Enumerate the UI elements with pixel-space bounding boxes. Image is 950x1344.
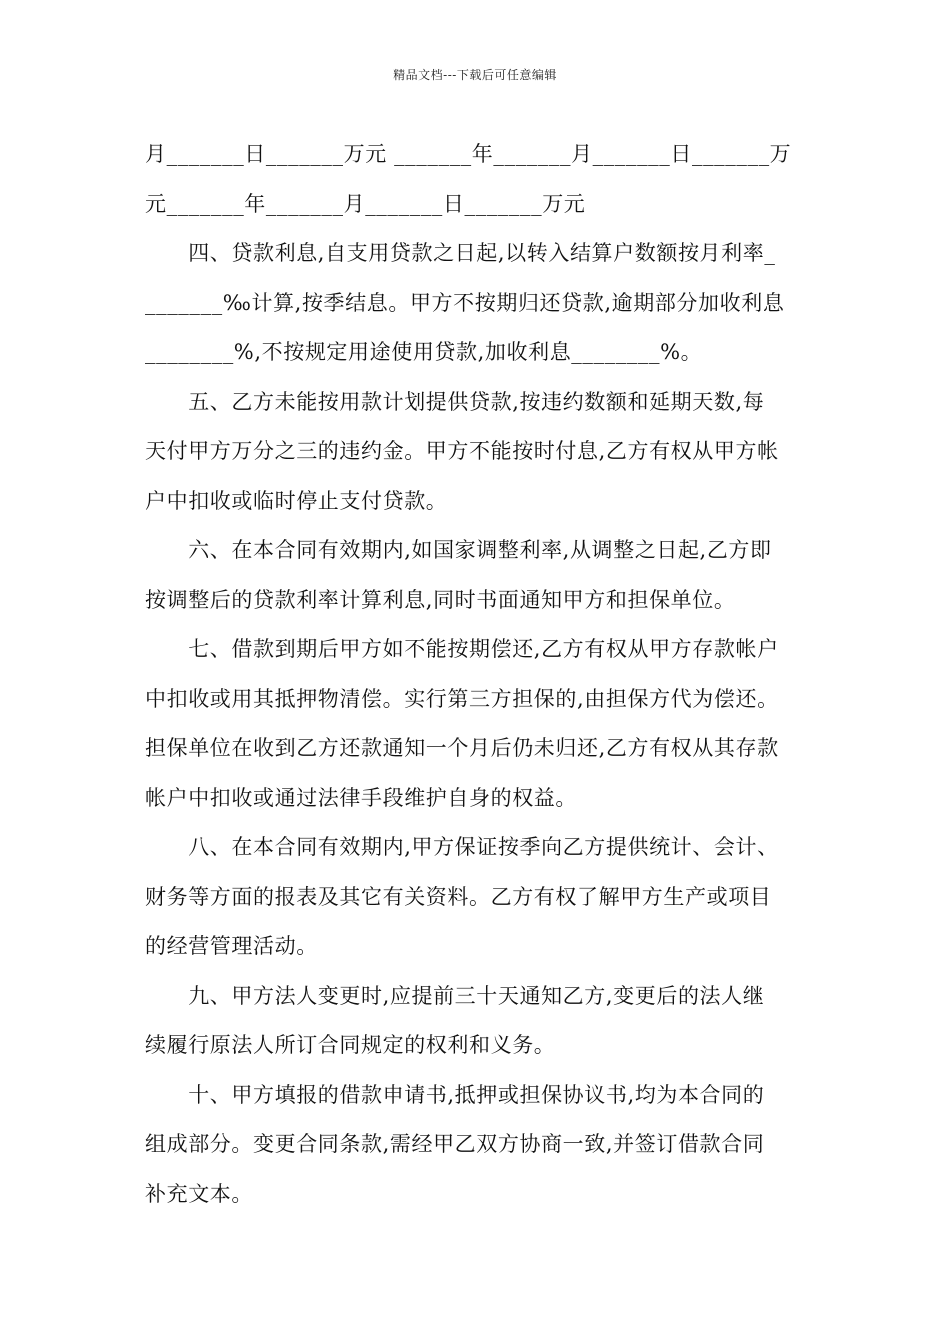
clause-7-line: 七、借款到期后甲方如不能按期偿还,乙方有权从甲方存款帐户 [145, 637, 779, 661]
body-line: _______‰计算,按季结息。甲方不按期归还贷款,逾期部分加收利息 [145, 290, 785, 315]
body-line: 补充文本。 [145, 1181, 253, 1206]
body-line: ________%,不按规定用途使用贷款,加收利息________%。 [145, 340, 703, 364]
page-header: 精品文档---下载后可任意编辑 [393, 68, 557, 82]
body-line: 财务等方面的报表及其它有关资料。乙方有权了解甲方生产或项目 [145, 884, 772, 909]
body-line: 元_______年_______月_______日_______万元 [145, 191, 586, 216]
body-line: 组成部分。变更合同条款,需经甲乙双方协商一致,并签订借款合同 [145, 1132, 765, 1156]
clause-6-line: 六、在本合同有效期内,如国家调整利率,从调整之日起,乙方即 [145, 538, 772, 562]
body-line: 月_______日_______万元 _______年_______月_______日_______万 [145, 142, 792, 166]
clause-9-line: 九、甲方法人变更时,应提前三十天通知乙方,变更后的法人继 [145, 983, 765, 1008]
body-line: 的经营管理活动。 [145, 934, 318, 958]
clause-5-line: 五、乙方未能按用款计划提供贷款,按违约数额和延期天数,每 [145, 389, 765, 414]
clause-4-line: 四、贷款利息,自支用贷款之日起,以转入结算户数额按月利率_ [145, 241, 776, 265]
body-line: 户中扣收或临时停止支付贷款。 [145, 488, 448, 513]
body-line: 帐户中扣收或通过法律手段维护自身的权益。 [145, 785, 577, 810]
body-line: 天付甲方万分之三的违约金。甲方不能按时付息,乙方有权从甲方帐 [145, 439, 779, 463]
body-line: 续履行原法人所订合同规定的权利和义务。 [145, 1033, 556, 1057]
document-body [145, 130, 807, 1219]
body-line: 按调整后的贷款利率计算利息,同时书面通知甲方和担保单位。 [145, 587, 736, 612]
clause-8-line: 八、在本合同有效期内,甲方保证按季向乙方提供统计、会计、 [145, 835, 779, 859]
clause-10-line: 十、甲方填报的借款申请书,抵押或担保协议书,均为本合同的 [145, 1082, 765, 1107]
body-line: 担保单位在收到乙方还款通知一个月后仍未归还,乙方有权从其存款 [145, 736, 779, 760]
body-line: 中扣收或用其抵押物清偿。实行第三方担保的,由担保方代为偿还。 [145, 686, 779, 711]
